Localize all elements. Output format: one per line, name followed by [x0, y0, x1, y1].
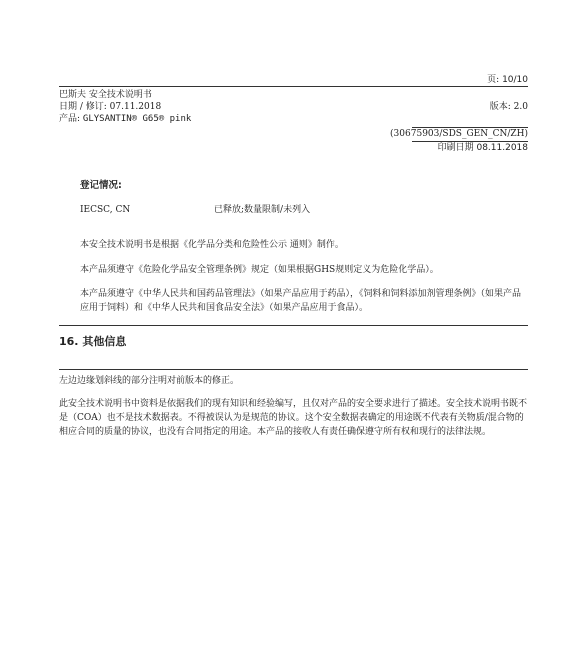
- version: [490, 101, 528, 113]
- print-date-value: 08.11.2018: [476, 143, 528, 153]
- page-number-value: 10/10: [502, 75, 528, 85]
- document-company-title: 巴斯夫 安全技术说明书: [59, 90, 152, 100]
- page-number: [487, 74, 528, 86]
- regulation-paragraph-1: 本安全技术说明书是根据《化学品分类和危险性公示 通则》制作。: [80, 240, 344, 250]
- disclaimer-paragraph: 此安全技术说明书中资料是依据我们的现有知识和经验编写，且仅对产品的安全要求进行了描述。安全技术说明书既不是（COA）也不是技术数据表。不得被误认为是规范的协议。这个安全数据表确定的用途既不代表有关物质/混合物的相应合同的质量的协议，也没有合同指定的用途。本产品的接收人有责任确保遵守所有权和现行的法律法规。: [59, 399, 528, 437]
- product-label: 产品:: [59, 114, 83, 124]
- print-date: [438, 142, 528, 154]
- section16-rule-bottom: [59, 369, 528, 370]
- section16-title: 16. 其他信息: [59, 335, 127, 348]
- revision-date-value: 07.11.2018: [109, 102, 162, 112]
- header-rule-top: [59, 86, 528, 87]
- registration-title: 登记情况:: [80, 180, 122, 191]
- revision-date: [59, 101, 161, 113]
- regulation-paragraph-3: 本产品须遵守《中华人民共和国药品管理法》（如果产品应用于药品），《饲料和饲料添加剂管理条例》（如果产品应用于饲料）和《中华人民共和国食品安全法》（如果产品应用于食品）。: [80, 289, 522, 313]
- inventory-code: IECSC, CN: [80, 205, 131, 215]
- revision-note: 左边边缘划斜线的部分注明对前版本的修正。: [59, 376, 240, 386]
- section16-rule-top: [59, 325, 528, 326]
- product-name: [59, 113, 191, 125]
- version-value: 2.0: [513, 102, 528, 112]
- version-label: 版本:: [489, 102, 514, 112]
- inventory-status: 已释放;数量限制/未列入: [214, 205, 311, 215]
- regulation-paragraph-2: 本产品须遵守《危险化学品安全管理条例》规定（如果根据GHS规则定义为危险化学品）。: [80, 265, 439, 275]
- print-date-label: 印刷日期: [437, 143, 477, 153]
- document-code: (30675903/SDS_GEN_CN/ZH): [390, 129, 528, 139]
- page-number-label: 页:: [487, 75, 503, 85]
- product-value: GLYSANTIN® G65® pink: [82, 114, 192, 124]
- revision-date-label: 日期 / 修订:: [59, 102, 110, 112]
